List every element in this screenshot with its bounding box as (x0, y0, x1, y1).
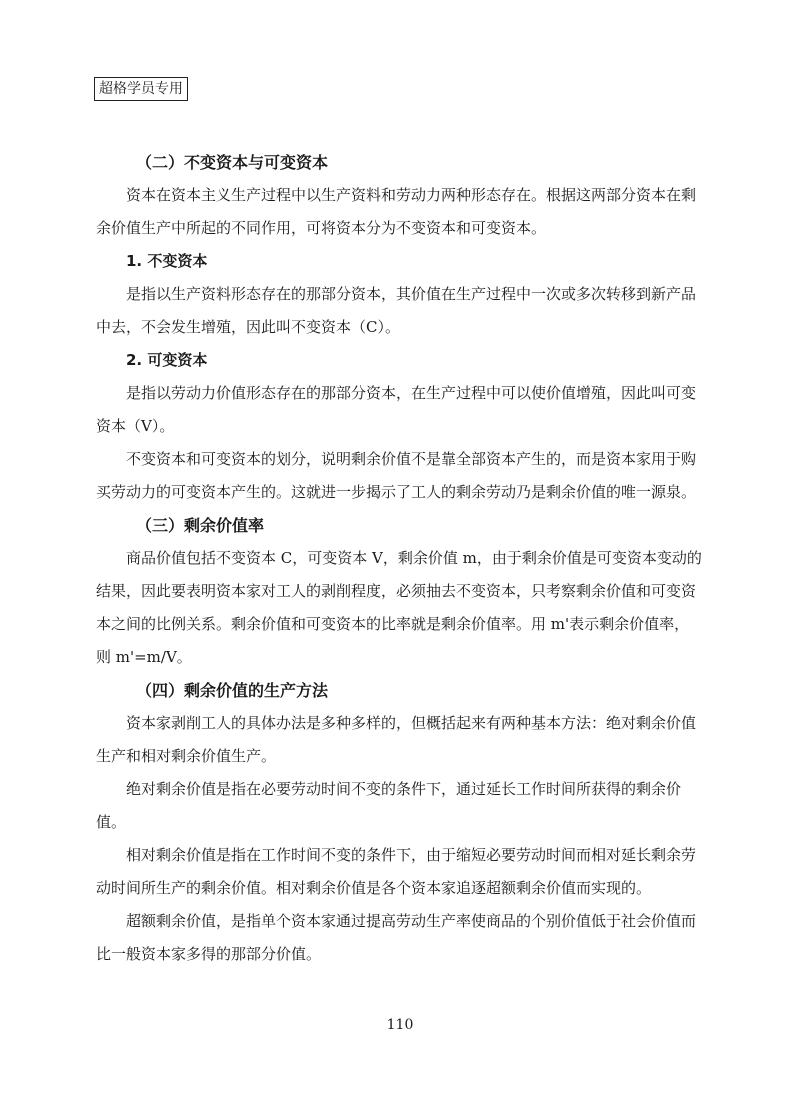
header-label: 超格学员专用 (94, 77, 188, 101)
excess-surplus-value: 超额剩余价值，是指单个资本家通过提高劳动生产率使商品的个别价值低于社会价值而比一般资本家多得的那部分价值。 (96, 912, 697, 963)
section-3-heading: （三）剩余价值率 (136, 516, 265, 535)
variable-capital-title: 2. 可变资本 (126, 351, 208, 369)
section-4-heading: （四）剩余价值的生产方法 (136, 681, 329, 700)
page-number: 110 (386, 1017, 414, 1033)
variable-capital-text: 是指以劳动力价值形态存在的那部分资本，在生产过程中可以使价值增殖，因此叫可变资本（V）。 (96, 384, 697, 435)
section-2-summary: 不变资本和可变资本的划分，说明剩余价值不是靠全部资本产生的，而是资本家用于购买劳动力的可变资本产生的。这就进一步揭示了工人的剩余劳动乃是剩余价值的唯一源泉。 (96, 450, 697, 501)
constant-capital-text: 是指以生产资料形态存在的那部分资本，其价值在生产过程中一次或多次转移到新产品中去，不会发生增殖，因此叫不变资本（C）。 (96, 285, 697, 336)
relative-surplus-value: 相对剩余价值是指在工作时间不变的条件下，由于缩短必要劳动时间而相对延长剩余劳动时间所生产的剩余价值。相对剩余价值是各个资本家追逐超额剩余价值而实现的。 (96, 846, 697, 897)
constant-capital-title: 1. 不变资本 (126, 252, 208, 270)
section-2-intro: 资本在资本主义生产过程中以生产资料和劳动力两种形态存在。根据这两部分资本在剩余价值生产中所起的不同作用，可将资本分为不变资本和可变资本。 (96, 186, 697, 237)
document-body (96, 146, 704, 971)
section-3-text: 商品价值包括不变资本 C，可变资本 V，剩余价值 m，由于剩余价值是可变资本变动的结果，因此要表明资本家对工人的剥削程度，必须抽去不变资本，只考察剩余价值和可变资本之间的比例关系。剩余价值和可变资本的比率就是剩余价值率。用 m'表示剩余价值率，则 m'=m/V。 (96, 549, 702, 666)
section-2-heading: （二）不变资本与可变资本 (136, 153, 329, 172)
section-4-intro: 资本家剥削工人的具体办法是多种多样的，但概括起来有两种基本方法：绝对剩余价值生产和相对剩余价值生产。 (96, 714, 697, 765)
absolute-surplus-value: 绝对剩余价值是指在必要劳动时间不变的条件下，通过延长工作时间所获得的剩余价值。 (96, 780, 682, 831)
